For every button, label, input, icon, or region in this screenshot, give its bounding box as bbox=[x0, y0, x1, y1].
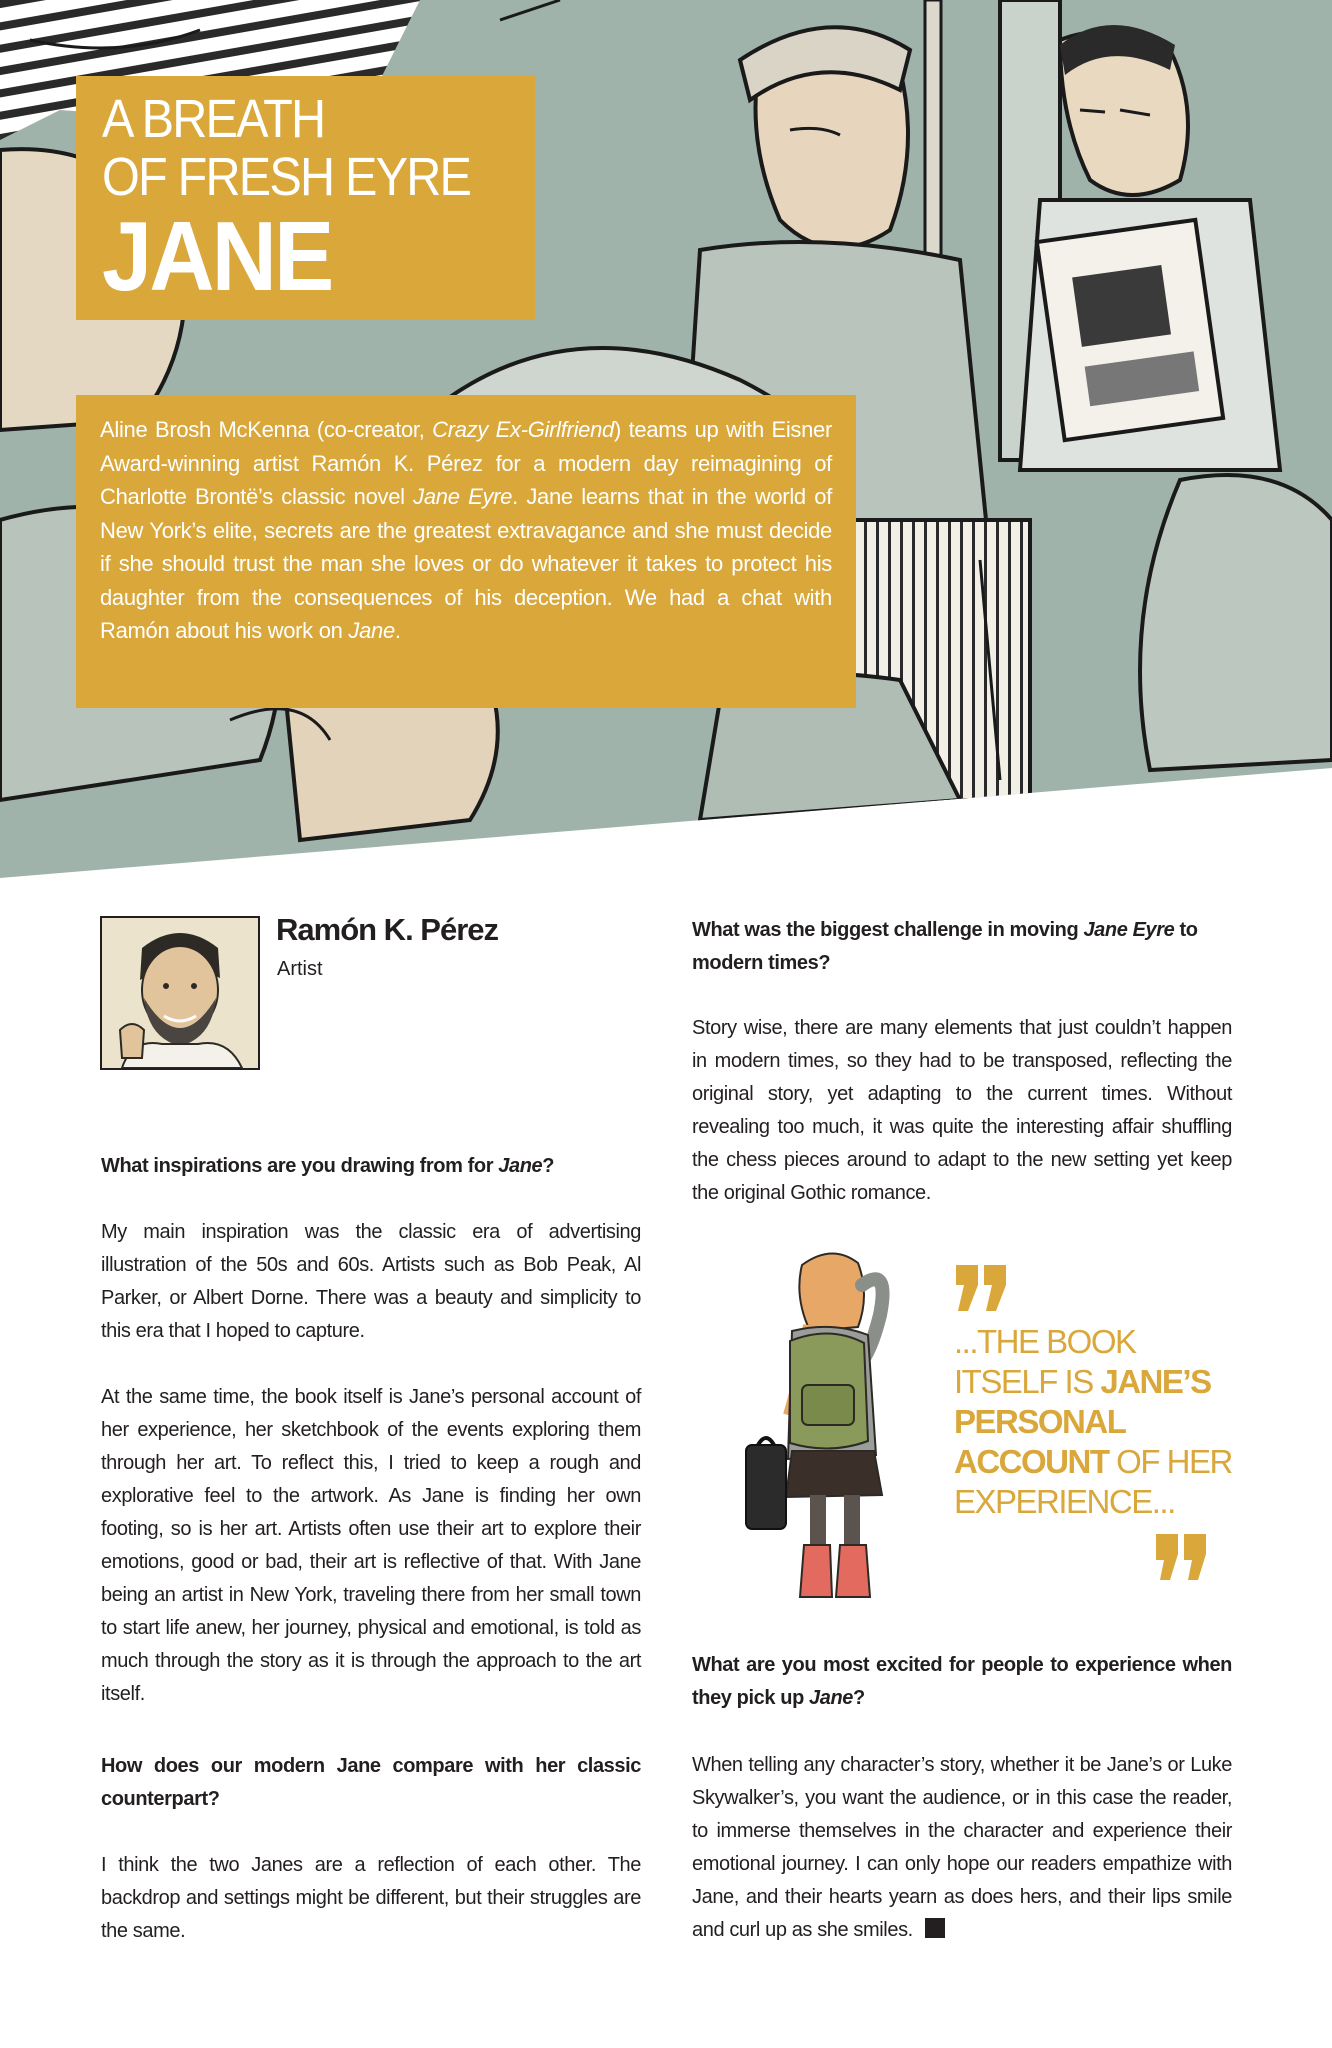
left-column bbox=[101, 1150, 641, 1183]
answer-3: Story wise, there are many elements that just couldn’t happen in modern times, so they had to be transposed, reflecting the original story, yet adapting to the current times. Without revealing too much, it was quite the interesting affair shuffling the chess pieces around to adapt to the new setting yet keep the original Gothic romance. bbox=[692, 1017, 1232, 1204]
question-1-end: ? bbox=[542, 1155, 555, 1177]
question-3-end: to modern times? bbox=[692, 919, 1198, 974]
pull-quote bbox=[954, 1322, 1244, 1522]
artist-portrait bbox=[102, 918, 258, 1068]
artist-name: Ramón K. Pérez bbox=[276, 912, 499, 947]
intro-text-4: . bbox=[394, 618, 401, 643]
hero-illustration bbox=[0, 0, 1332, 880]
artist-role: Artist bbox=[277, 958, 323, 980]
intro-novel-title: Jane Eyre bbox=[413, 484, 513, 509]
intro-text-2: ) teams up with Eisner Award-winning artist Ramón K. Pérez for a modern day reimagining of Charlotte Brontë’s classic novel bbox=[100, 417, 833, 509]
answer-1-paragraph-2: At the same time, the book itself is Jane’s personal account of her experience, her sketchbook of the events exploring them through her art. To reflect this, I tried to keep a rough and explorative feel to the artwork. As Jane is finding her own footing, so is her art. Artists often use their art to explore their emotions, good or bad, their art is reflective of that. With Jane being an artist in New York, traveling there from her small town to start life anew, her journey, physical and emotional, is told as much through the story as it is through the approach to the art itself. bbox=[101, 1386, 641, 1705]
title-block bbox=[76, 76, 535, 320]
end-mark-icon bbox=[925, 1918, 945, 1938]
question-3-text: What was the biggest challenge in moving bbox=[692, 919, 1084, 941]
question-4-title: Jane bbox=[809, 1687, 854, 1709]
question-1-title: Jane bbox=[498, 1155, 543, 1177]
question-4-text: What are you most excited for people to experience when they pick up bbox=[692, 1654, 1232, 1709]
question-4-end: ? bbox=[853, 1687, 865, 1709]
pull-quote-emphasis: JANE’S PERSONAL ACCOUNT bbox=[954, 1363, 1211, 1480]
title-line-1: A BREATH bbox=[102, 89, 325, 149]
intro-book-title: Jane bbox=[348, 618, 395, 643]
avatar bbox=[100, 916, 260, 1070]
answer-4 bbox=[692, 1749, 1232, 1947]
title-line-2: OF FRESH EYRE bbox=[102, 147, 471, 207]
intro-text-1: Aline Brosh McKenna (co-creator, bbox=[100, 417, 433, 442]
question-1-text: What inspirations are you drawing from for bbox=[101, 1155, 499, 1177]
page-title: JANE bbox=[102, 201, 332, 311]
question-2: How does our modern Jane compare with her classic counterpart? bbox=[101, 1755, 641, 1810]
open-quote-icon bbox=[954, 1263, 1010, 1313]
question-3-title: Jane Eyre bbox=[1083, 919, 1175, 941]
answer-1-paragraph-1: My main inspiration was the classic era of advertising illustration of the 50s and 60s. Artists such as Bob Peak, Al Parker, or Albert Dorne. There was a beauty and simplicity to this era that I hoped to capture. bbox=[101, 1221, 641, 1342]
question-4 bbox=[692, 1649, 1232, 1715]
pull-quote-text bbox=[954, 1322, 1244, 1522]
question-1 bbox=[101, 1150, 641, 1183]
intro-box bbox=[76, 395, 856, 708]
intro-show-title: Crazy Ex-Girlfriend bbox=[432, 417, 614, 442]
intro-paragraph bbox=[100, 413, 832, 648]
intro-text-3: . Jane learns that in the world of New York’s elite, secrets are the greatest extravagance and she must decide if she should trust the man she loves or do whatever it takes to protect his daughter from the consequences of his deception. We had a chat with Ramón about his work on bbox=[100, 484, 833, 643]
answer-2: I think the two Janes are a reflection of each other. The backdrop and settings might be different, but their struggles are the same. bbox=[101, 1854, 641, 1942]
question-3 bbox=[692, 914, 1232, 980]
pull-quote-part-2: OF HER EXPERIENCE... bbox=[954, 1443, 1232, 1520]
answer-4-text: When telling any character’s story, whether it be Jane’s or Luke Skywalker’s, you want the audience, or in this case the reader, to immerse themselves in the character and experience their emotional journey. I can only hope our readers empathize with Jane, and their hearts yearn as does hers, and their lips smile and curl up as she smiles. bbox=[692, 1754, 1232, 1941]
jane-illustration bbox=[740, 1245, 930, 1605]
close-quote-icon bbox=[1152, 1532, 1208, 1582]
pull-quote-part-1: ...THE BOOK ITSELF IS bbox=[954, 1323, 1136, 1400]
